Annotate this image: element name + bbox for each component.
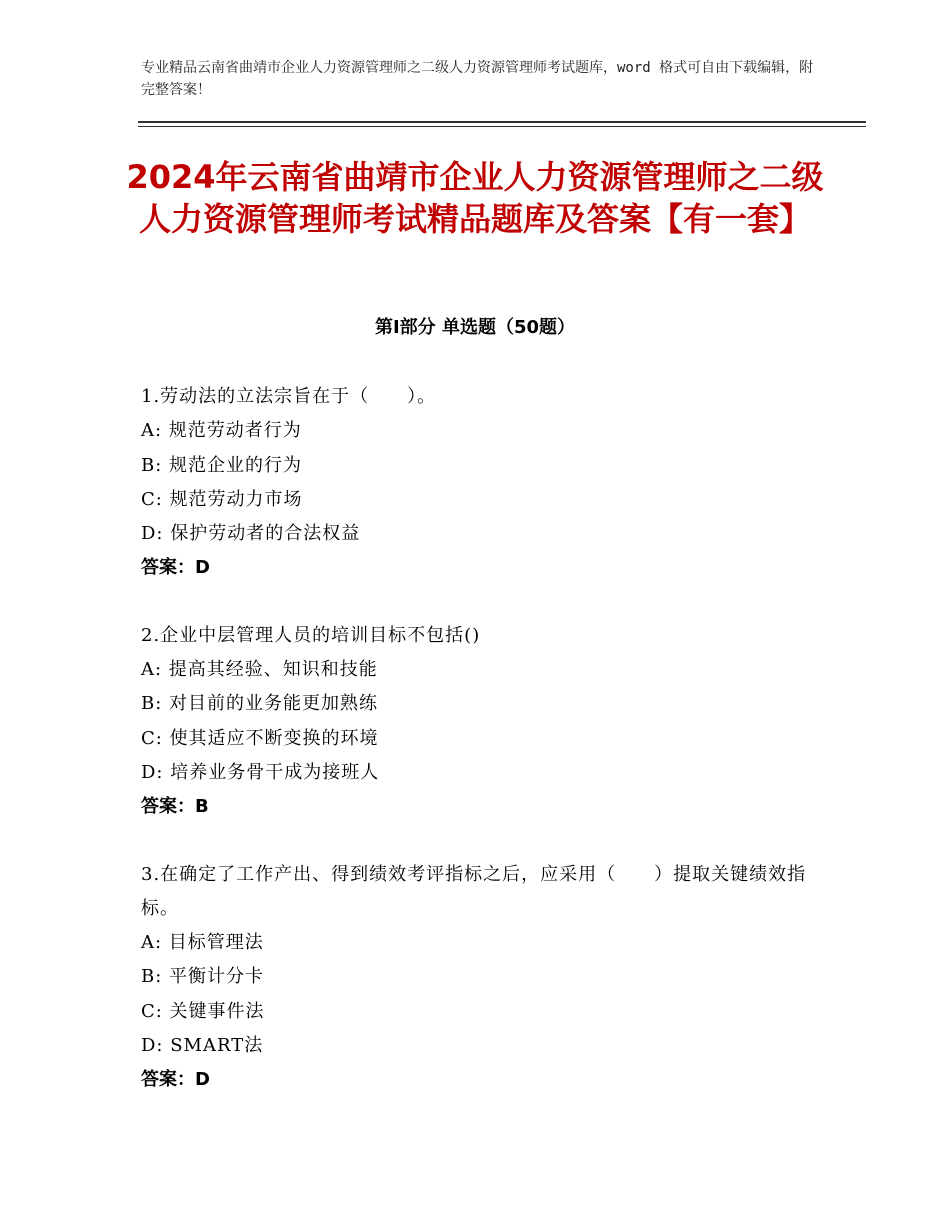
answer-label: 答案：D (141, 557, 210, 579)
answer-label: 答案：D (141, 1069, 210, 1091)
option-d: D: 保护劳动者的合法权益 (141, 523, 361, 545)
header-divider-thin (138, 126, 866, 127)
header-divider-thick (138, 121, 866, 123)
question-text: 3.在确定了工作产出、得到绩效考评指标之后，应采用（ ）提取关键绩效指标。 (141, 863, 807, 919)
option-c: C: 规范劳动力市场 (141, 488, 303, 510)
question-text: 1.劳动法的立法宗旨在于（ ）。 (141, 386, 437, 407)
option-c: C: 关键事件法 (141, 1000, 265, 1022)
option-a: A: 目标管理法 (141, 932, 264, 954)
answer-label: 答案：B (141, 796, 209, 818)
option-b: B: 平衡计分卡 (141, 966, 265, 988)
option-c: C: 使其适应不断变换的环境 (141, 727, 379, 749)
header-note: 专业精品云南省曲靖市企业人力资源管理师之二级人力资源管理师考试题库，word 格式可自由下载编辑，附完整答案！ (141, 60, 814, 98)
option-d: D: 培养业务骨干成为接班人 (141, 761, 380, 783)
question-2 (141, 619, 821, 825)
question-3 (141, 858, 821, 1098)
question-text: 2.企业中层管理人员的培训目标不包括() (141, 624, 481, 646)
option-b: B: 规范企业的行为 (141, 454, 303, 476)
option-a: A: 提高其经验、知识和技能 (141, 659, 378, 681)
option-d: D: SMART法 (141, 1035, 264, 1057)
document-title: 2024年云南省曲靖市企业人力资源管理师之二级人力资源管理师考试精品题库及答案【有一套】 (126, 158, 824, 238)
section-heading: 第Ⅰ部分 单选题（50题） (374, 317, 575, 338)
question-list (141, 380, 821, 1131)
option-b: B: 对目前的业务能更加熟练 (141, 693, 379, 715)
question-1 (141, 380, 821, 586)
option-a: A: 规范劳动者行为 (141, 420, 302, 442)
